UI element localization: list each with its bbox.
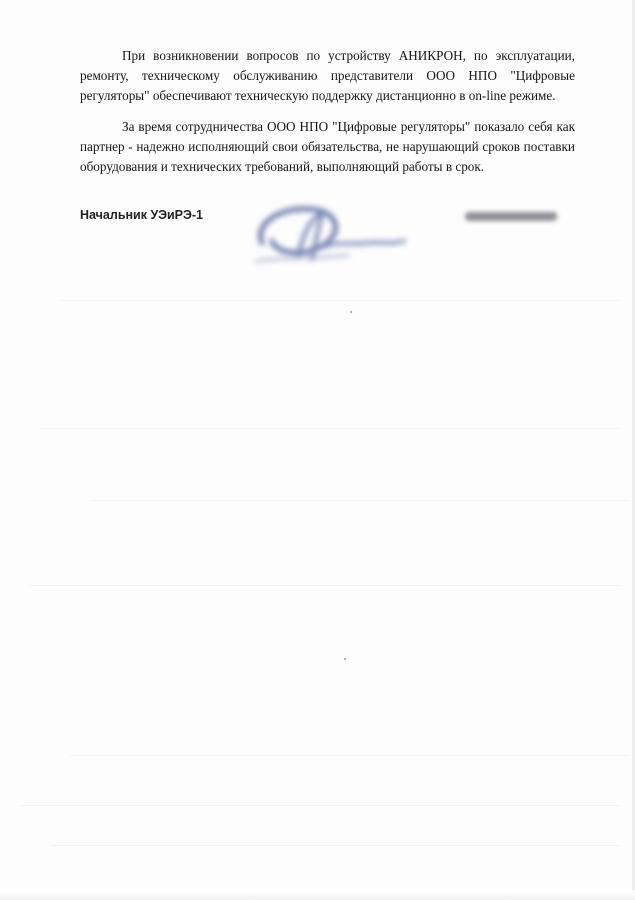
handwritten-signature (248, 195, 423, 275)
paragraph-cooperation: За время сотрудничества ООО НПО "Цифровые регуляторы" показало себя как партнер - надежно исполняющий свои обязательства, не нарушающий сроков поставки оборудования и технических требований, выполняющий работы в срок. (80, 119, 575, 174)
scan-dot (350, 311, 352, 313)
scan-dot (344, 658, 346, 660)
scan-artifact (70, 755, 630, 756)
page-edge-bottom (0, 890, 635, 900)
signatory-name-blurred (465, 212, 557, 221)
scan-artifact (40, 428, 620, 429)
scan-artifact (50, 845, 620, 846)
paragraph-support: При возникновении вопросов по устройству АНИКРОН, по эксплуатации, ремонту, техническому обслуживанию представители ООО НПО "Цифровые регуляторы" обеспечивают техническую поддержку дистанционно в on-line режиме. (80, 48, 575, 103)
scan-artifact (30, 585, 620, 586)
scan-artifact (60, 300, 620, 301)
scan-artifact (20, 805, 620, 806)
signatory-title: Начальник УЭиРЭ-1 (80, 208, 203, 222)
scan-artifact (90, 500, 630, 501)
